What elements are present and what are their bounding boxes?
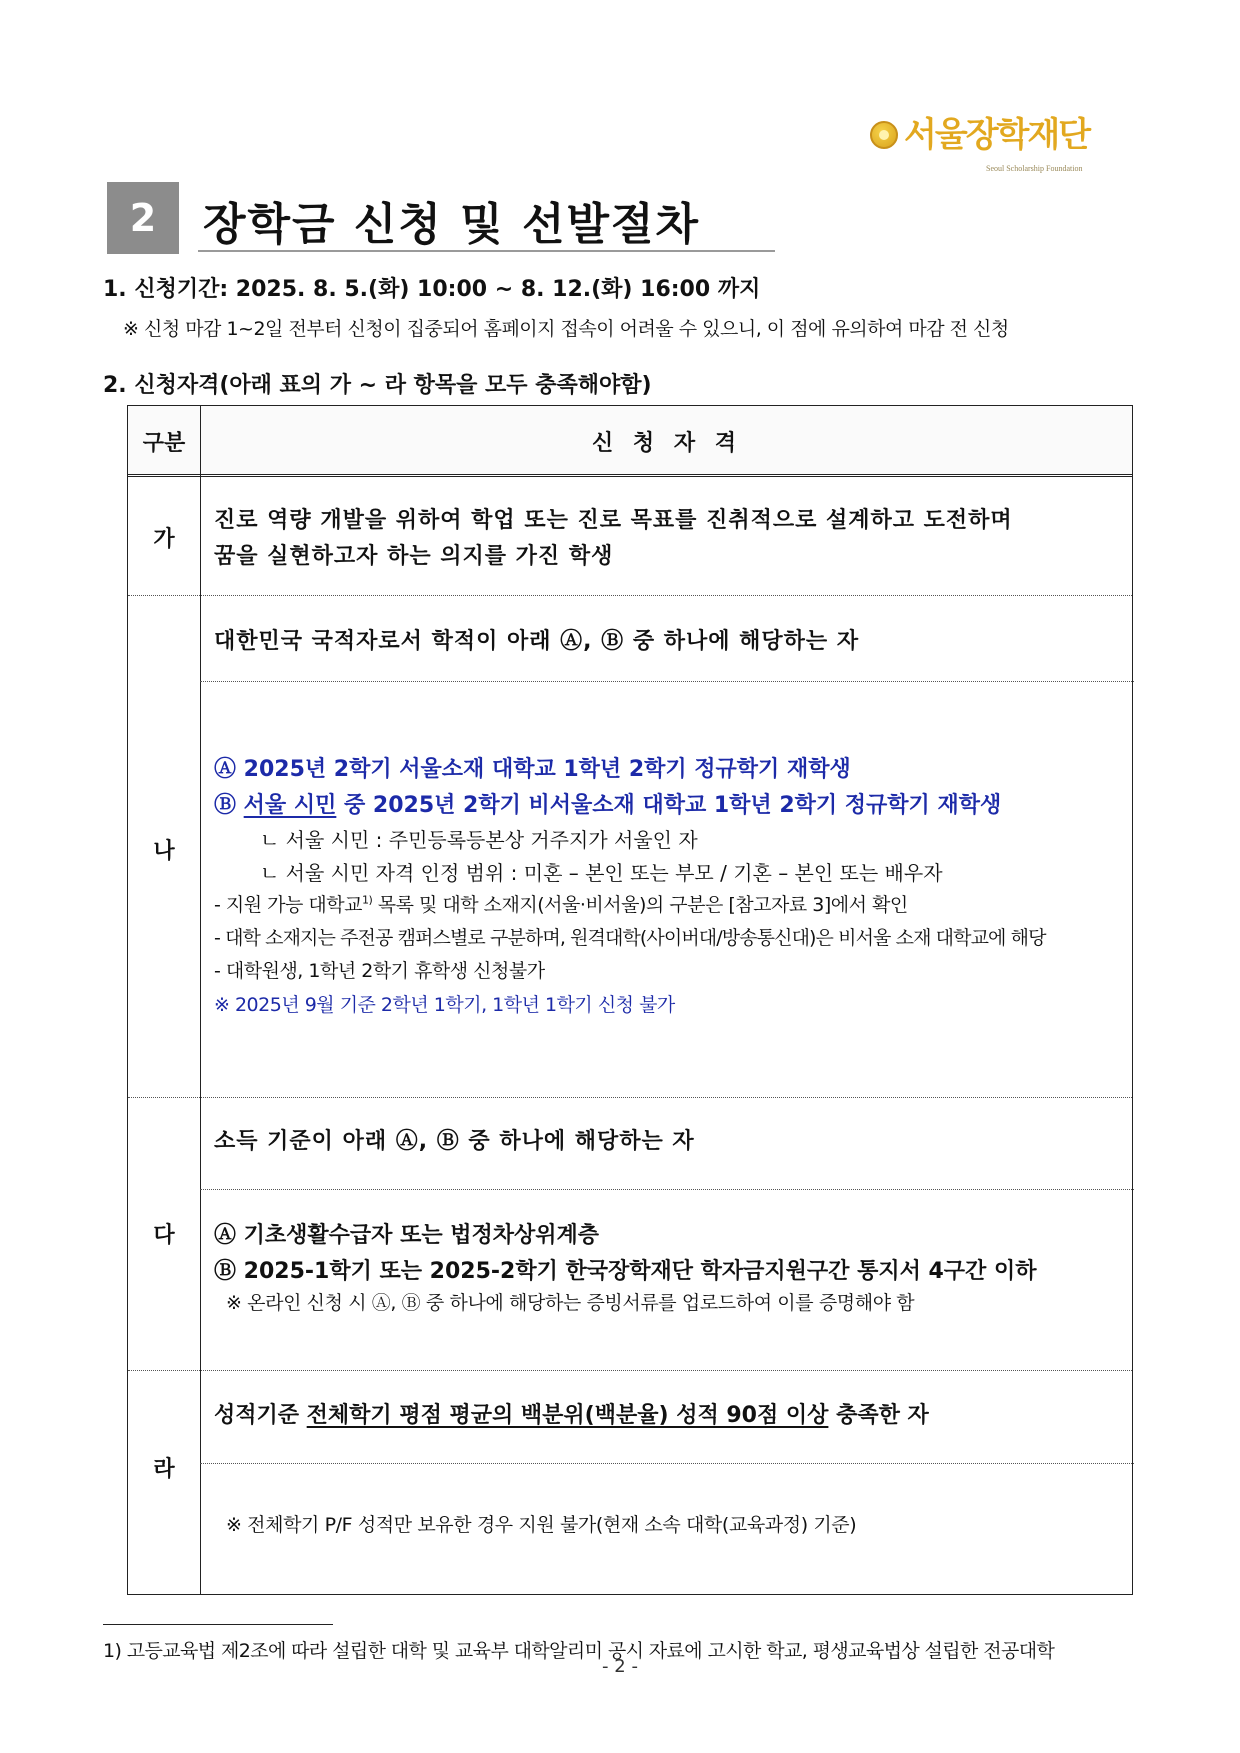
table-col-header-category: 구분 (142, 431, 186, 456)
foundation-logo (870, 115, 1090, 155)
eligibility-table (127, 405, 1133, 1595)
row-ga-line-2: 꿈을 실현하고자 하는 의지를 가진 학생 (214, 544, 614, 569)
row-da-main: 소득 기준이 아래 Ⓐ, Ⓑ 중 하나에 해당하는 자 (214, 1129, 695, 1154)
row-na-option-b-rest: 중 2025년 2학기 비서울소재 대학교 1학년 2학기 정규학기 재학생 (336, 793, 1002, 818)
row-da-option-a: Ⓐ 기초생활수급자 또는 법정차상위계층 (214, 1223, 600, 1248)
row-ga-line-1: 진로 역량 개발을 위하여 학업 또는 진로 목표를 진취적으로 설계하고 도전하며 (214, 508, 1013, 533)
row-label-na: 나 (153, 839, 175, 864)
table-col-header-criteria: 신 청 자 격 (592, 431, 742, 456)
page-number: - 2 - (602, 1656, 638, 1677)
row-ra-main-b: 충족한 자 (828, 1403, 929, 1428)
row-na-bullet-2: - 대학 소재지는 주전공 캠퍼스별로 구분하며, 원격대학(사이버대/방송통신대)은 비서울 소재 대학교에 해당 (214, 927, 1046, 949)
row-ra-note: ※ 전체학기 P/F 성적만 보유한 경우 지원 불가(현재 소속 대학(교육과정) 기준) (226, 1514, 857, 1536)
row-label-ga: 가 (153, 527, 175, 552)
row-ra-main-a: 성적기준 (214, 1403, 307, 1428)
period-note: ※ 신청 마감 1~2일 전부터 신청이 집중되어 홈페이지 접속이 어려울 수 있으니, 이 점에 유의하여 마감 전 신청 (123, 318, 1009, 340)
footnote-ref: 1) (361, 893, 373, 907)
row-na-main: 대한민국 국적자로서 학적이 아래 Ⓐ, Ⓑ 중 하나에 해당하는 자 (214, 629, 860, 654)
header-divider (128, 474, 1132, 477)
row-da-option-b: Ⓑ 2025-1학기 또는 2025-2학기 한국장학재단 학자금지원구간 통지서 4구간 이하 (214, 1259, 1037, 1284)
section-title-rule (198, 250, 775, 252)
row-na-note: ※ 2025년 9월 기준 2학년 1학기, 1학년 1학기 신청 불가 (214, 994, 675, 1016)
period-heading: 1. 신청기간: 2025. 8. 5.(화) 10:00 ~ 8. 12.(화) 16:00 까지 (103, 277, 761, 302)
sub-divider-na (200, 681, 1134, 682)
sub-divider-ra (200, 1463, 1134, 1464)
row-na-bullet-3: - 대학원생, 1학년 2학기 휴학생 신청불가 (214, 960, 545, 982)
row-na-option-b-mark: Ⓑ (214, 793, 244, 818)
row-na-bullet-1-b: 목록 및 대학 소재지(서울·비서울)의 구분은 [참고자료 3]에서 확인 (372, 894, 908, 916)
footnote-rule (103, 1624, 333, 1625)
logo-subtitle: Seoul Scholarship Foundation (986, 164, 1083, 173)
eligibility-heading: 2. 신청자격(아래 표의 가 ~ 라 항목을 모두 충족해야함) (103, 373, 652, 398)
row-divider-ga (128, 595, 1132, 596)
row-na-option-b (214, 788, 1001, 819)
logo-text: 서울장학재단 (904, 115, 1090, 155)
section-number: 2 (107, 182, 179, 254)
section-title: 장학금 신청 및 선발절차 (203, 199, 700, 250)
row-na-option-a: Ⓐ 2025년 2학기 서울소재 대학교 1학년 2학기 정규학기 재학생 (214, 757, 851, 782)
row-na-option-b-seoul-citizen: 서울 시민 (243, 793, 337, 818)
row-divider-na (128, 1097, 1132, 1098)
sub-divider-da (200, 1189, 1134, 1190)
row-na-sub-1: ㄴ 서울 시민 : 주민등록등본상 거주지가 서울인 자 (260, 828, 698, 852)
row-da-note: ※ 온라인 신청 시 Ⓐ, Ⓑ 중 하나에 해당하는 증빙서류를 업로드하여 이를 증명해야 함 (226, 1292, 915, 1314)
logo-emblem-icon (870, 121, 898, 149)
row-label-da: 다 (153, 1223, 175, 1248)
row-na-bullet-1 (214, 890, 908, 917)
column-divider (200, 406, 201, 1594)
row-label-ra: 라 (153, 1457, 175, 1482)
row-ra-main (214, 1398, 929, 1429)
row-divider-da (128, 1370, 1132, 1371)
row-na-bullet-1-a: - 지원 가능 대학교 (214, 894, 362, 916)
footnote: 1) 고등교육법 제2조에 따라 설립한 대학 및 교육부 대학알리미 공시 자료에 고시한 학교, 평생교육법상 설립한 전공대학 (103, 1640, 1055, 1662)
row-ra-main-underlined: 전체학기 평점 평균의 백분위(백분율) 성적 90점 이상 (306, 1403, 829, 1428)
row-na-sub-2: ㄴ 서울 시민 자격 인정 범위 : 미혼 – 본인 또는 부모 / 기혼 – 본인 또는 배우자 (260, 861, 943, 885)
